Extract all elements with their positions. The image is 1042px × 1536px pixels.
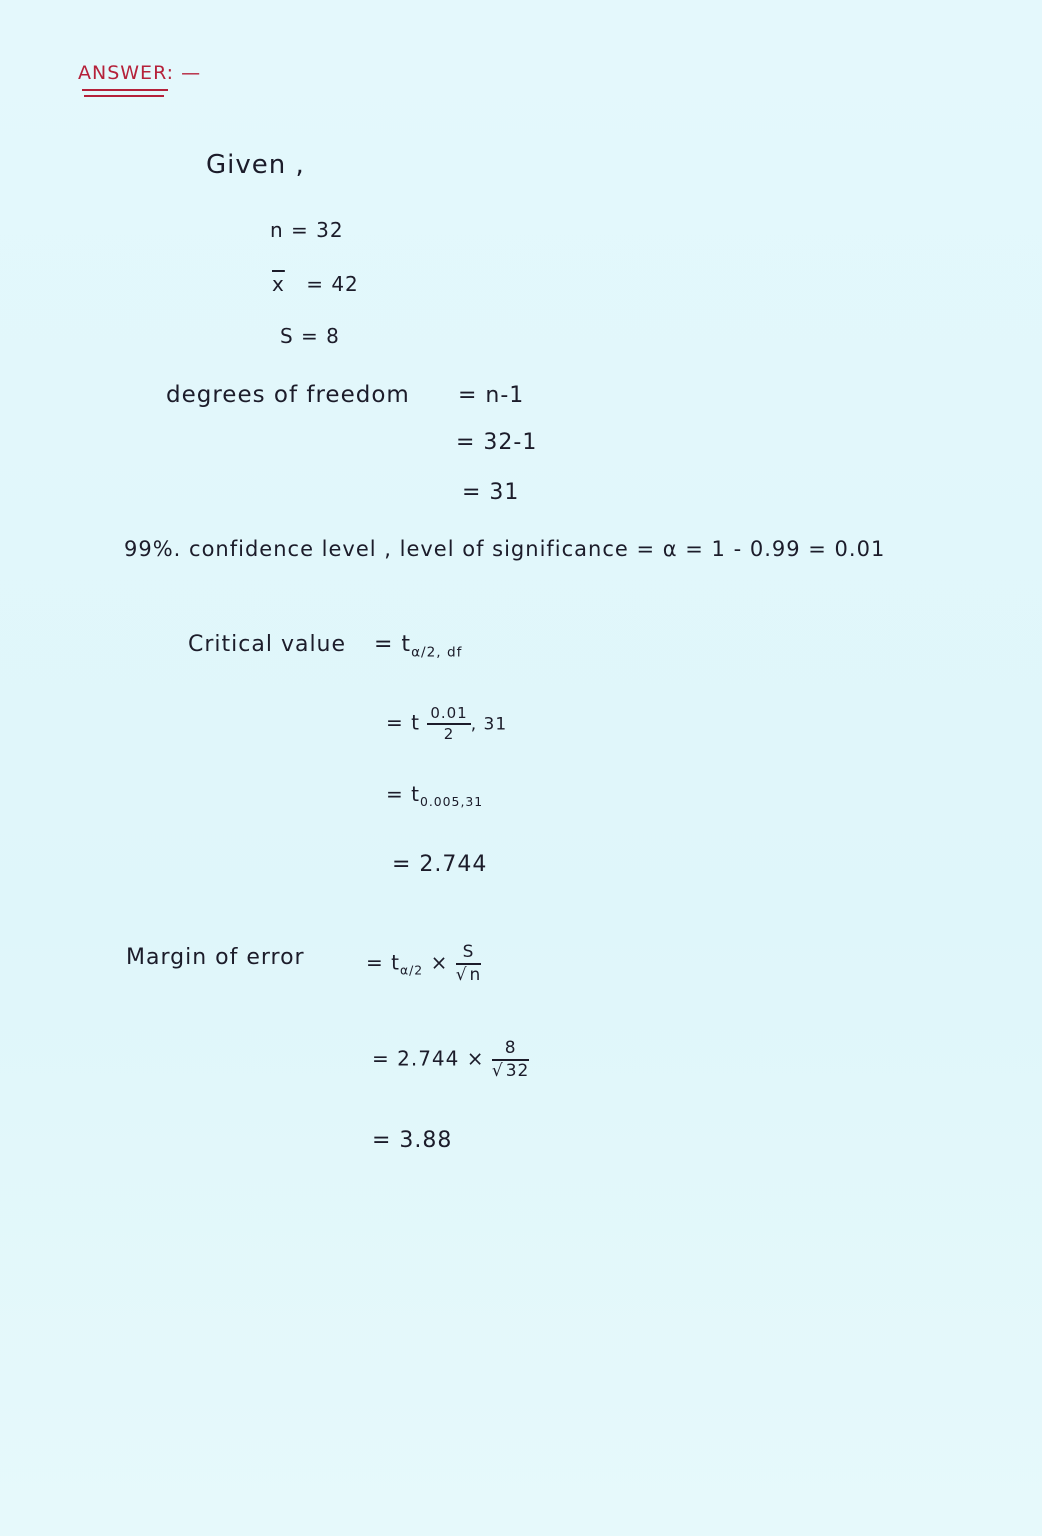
margin-step2-den: √ 32 xyxy=(491,1061,530,1081)
given-heading: Given , xyxy=(206,150,305,180)
critical-eq-sub: α/2, df xyxy=(411,644,463,661)
margin-step2-fraction xyxy=(492,1040,529,1080)
critical-fraction xyxy=(427,706,470,742)
answer-label: ANSWER: xyxy=(78,62,175,84)
margin-step2-coef: = 2.744 × xyxy=(372,1046,485,1071)
margin-step2-num: 8 xyxy=(492,1040,529,1061)
margin-eq-2 xyxy=(372,1040,529,1080)
critical-eq3-sub: 0.005,31 xyxy=(419,794,484,809)
margin-eq-sub: α/2 xyxy=(399,962,424,978)
answer-underline-2 xyxy=(84,95,164,97)
given-s: S = 8 xyxy=(280,324,340,348)
margin-frac-num: S xyxy=(456,944,482,965)
critical-result: = 2.744 xyxy=(392,852,488,877)
critical-frac-num: 0.01 xyxy=(427,706,470,725)
margin-label: Margin of error xyxy=(126,945,305,970)
answer-heading xyxy=(78,62,201,84)
xbar-symbol: $\overline{x}$ xyxy=(272,272,285,296)
answer-underline-1 xyxy=(82,89,168,91)
xbar-value: = 42 xyxy=(306,272,359,296)
answer-dash: — xyxy=(181,62,202,84)
margin-eq-t: = t xyxy=(366,950,400,975)
critical-frac-den: 2 xyxy=(443,725,455,743)
margin-fraction xyxy=(456,944,482,984)
margin-times: × xyxy=(430,950,449,975)
significance-line: 99%. confidence level , level of significance = α = 1 - 0.99 = 0.01 xyxy=(124,537,886,561)
dof-eq-2: = 32-1 xyxy=(456,430,538,455)
margin-eq-1 xyxy=(366,944,481,984)
critical-eq2-prefix: = t xyxy=(386,710,420,735)
margin-result: = 3.88 xyxy=(372,1128,453,1153)
critical-frac-tail: , 31 xyxy=(470,714,508,735)
critical-eq3-prefix: = t xyxy=(386,782,420,806)
margin-frac-den: √ n xyxy=(455,965,482,985)
dof-label: degrees of freedom xyxy=(166,382,410,408)
critical-eq-3 xyxy=(386,782,483,809)
critical-eq-1 xyxy=(374,632,462,660)
given-xbar xyxy=(272,272,359,296)
critical-eq-2 xyxy=(386,706,507,742)
critical-eq-prefix: = t xyxy=(374,632,412,657)
dof-eq-3: = 31 xyxy=(462,480,520,505)
critical-label: Critical value xyxy=(188,632,347,657)
given-n: n = 32 xyxy=(270,218,344,242)
dof-eq-1: = n-1 xyxy=(458,383,525,408)
